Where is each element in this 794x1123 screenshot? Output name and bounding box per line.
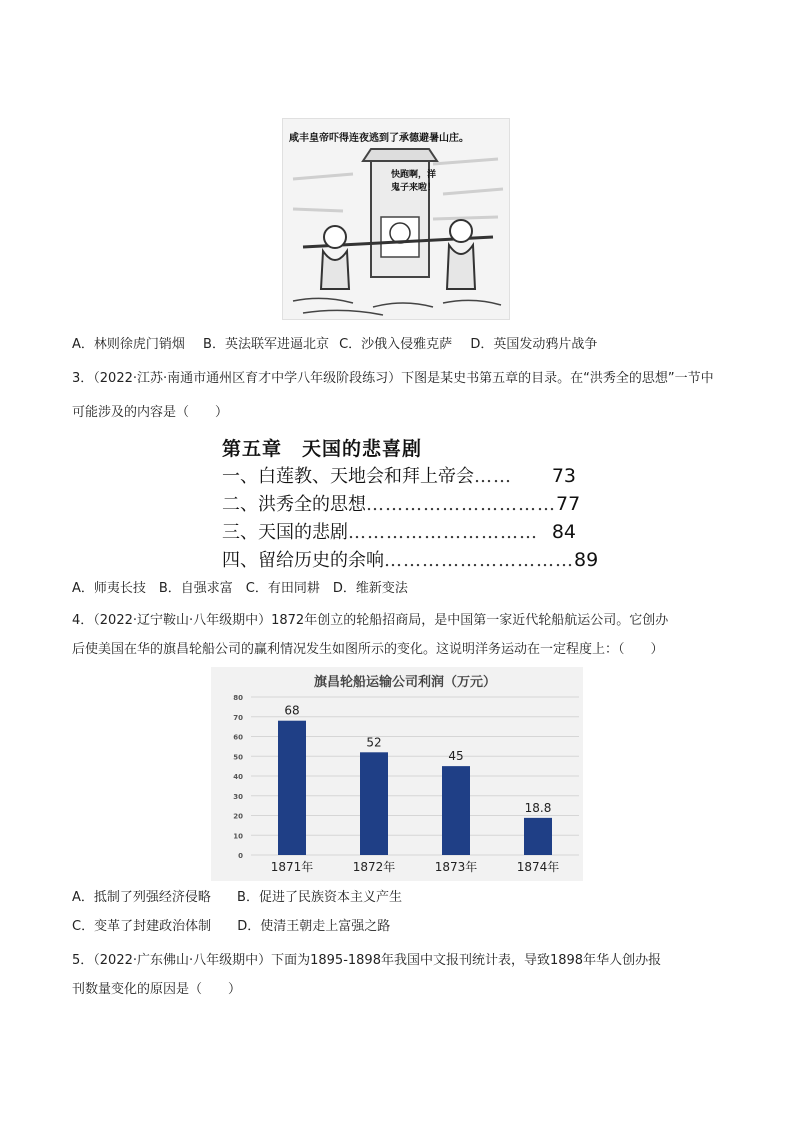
chart-svg	[211, 667, 583, 881]
data-label: 68	[284, 703, 300, 718]
profit-bar-chart	[211, 667, 583, 881]
data-label: 18.8	[524, 800, 552, 815]
q4-option-c: C．变革了封建政治体制	[72, 919, 212, 934]
q4-options-row-2	[72, 918, 390, 936]
chart-title: 旗昌轮船运输公司利润（万元）	[313, 675, 497, 690]
toc-row-label: 二、洪秀全的思想	[222, 494, 366, 515]
q3-stem: 3．（2022·江苏·南通市通州区育才中学八年级阶段练习）下图是某史书第五章的目录。在“洪秀全的思想”一节中可能涉及的内容是（ ）	[72, 371, 714, 420]
cartoon-illustration	[282, 118, 510, 320]
q4-option-b: B．促进了民族资本主义产生	[237, 890, 402, 905]
y-tick-label: 10	[233, 832, 243, 841]
q2-options	[72, 336, 597, 354]
toc-row	[222, 490, 581, 516]
bar	[360, 752, 388, 855]
toc-image	[216, 432, 599, 572]
q2-option-d: D．英国发动鸦片战争	[470, 337, 598, 352]
toc-row-dots: …………………………	[348, 522, 538, 543]
toc-row-label: 一、白莲教、天地会和拜上帝会	[222, 466, 474, 487]
bar	[524, 818, 552, 855]
toc-row	[222, 518, 576, 544]
x-tick-label: 1874年	[516, 860, 560, 874]
q4-option-a: A．抵制了列强经济侵略	[72, 890, 211, 905]
data-label: 52	[366, 735, 382, 750]
x-tick-label: 1873年	[434, 860, 478, 874]
y-tick-label: 30	[233, 792, 243, 801]
y-tick-label: 60	[233, 733, 243, 742]
cartoon-caption: 咸丰皇帝吓得连夜逃到了承德避暑山庄。	[289, 133, 469, 144]
toc-row	[222, 546, 599, 572]
data-label: 45	[448, 749, 464, 764]
x-tick-label: 1871年	[270, 860, 314, 874]
toc-row-page: 77	[556, 493, 581, 515]
toc-row	[222, 462, 576, 488]
toc-row-page: 84	[551, 521, 576, 543]
toc-row-label: 三、天国的悲剧	[222, 522, 348, 543]
speech-line-2: 鬼子来啦！	[391, 183, 437, 193]
y-tick-label: 20	[233, 812, 243, 821]
cartoon-drawing	[283, 119, 509, 319]
toc-row-dots: …………………………	[366, 494, 556, 515]
toc-row-label: 四、留给历史的余响	[222, 550, 384, 571]
bar	[442, 766, 470, 855]
q5-stem-line-1: 5．（2022·广东佛山·八年级期中）下面为1895-1898年我国中文报刊统计表，导致1898年华人创办报	[72, 953, 662, 968]
y-tick-label: 50	[233, 753, 243, 762]
toc-title: 第五章 天国的悲喜剧	[222, 438, 423, 460]
toc-row-page: 73	[551, 465, 576, 487]
toc-row-dots: ……	[474, 466, 512, 487]
bar	[278, 721, 306, 855]
speech-bubble	[391, 169, 436, 195]
q4-stem-line-1: 4．（2022·辽宁鞍山·八年级期中）1872年创立的轮船招商局，是中国第一家近代轮船航运公司。它创办	[72, 613, 669, 628]
q4-option-d: D．使清王朝走上富强之路	[237, 919, 391, 934]
q2-option-a: A．林则徐虎门销烟	[72, 337, 185, 352]
speech-line-1: 快跑啊，洋	[391, 170, 437, 180]
y-tick-label: 40	[233, 773, 243, 781]
q2-option-c: C．沙俄入侵雅克萨	[339, 337, 453, 352]
q3-options: A．师夷长技 B．自强求富 C．有田同耕 D．维新变法	[72, 581, 408, 596]
toc-row-dots: …………………………	[384, 550, 574, 571]
x-tick-label: 1872年	[352, 860, 396, 874]
q4-stem-line-2: 后使美国在华的旗昌轮船公司的赢利情况发生如图所示的变化。这说明洋务运动在一定程度上：（ ）	[72, 642, 664, 657]
toc-row-page: 89	[574, 549, 599, 571]
q5-stem-line-2: 刊数量变化的原因是（ ）	[72, 982, 242, 997]
q4-options-row-1	[72, 889, 402, 907]
q2-option-b: B．英法联军进逼北京	[203, 337, 329, 352]
y-tick-label: 80	[233, 694, 243, 702]
y-tick-label: 70	[233, 713, 243, 722]
y-tick-label: 0	[238, 852, 243, 860]
